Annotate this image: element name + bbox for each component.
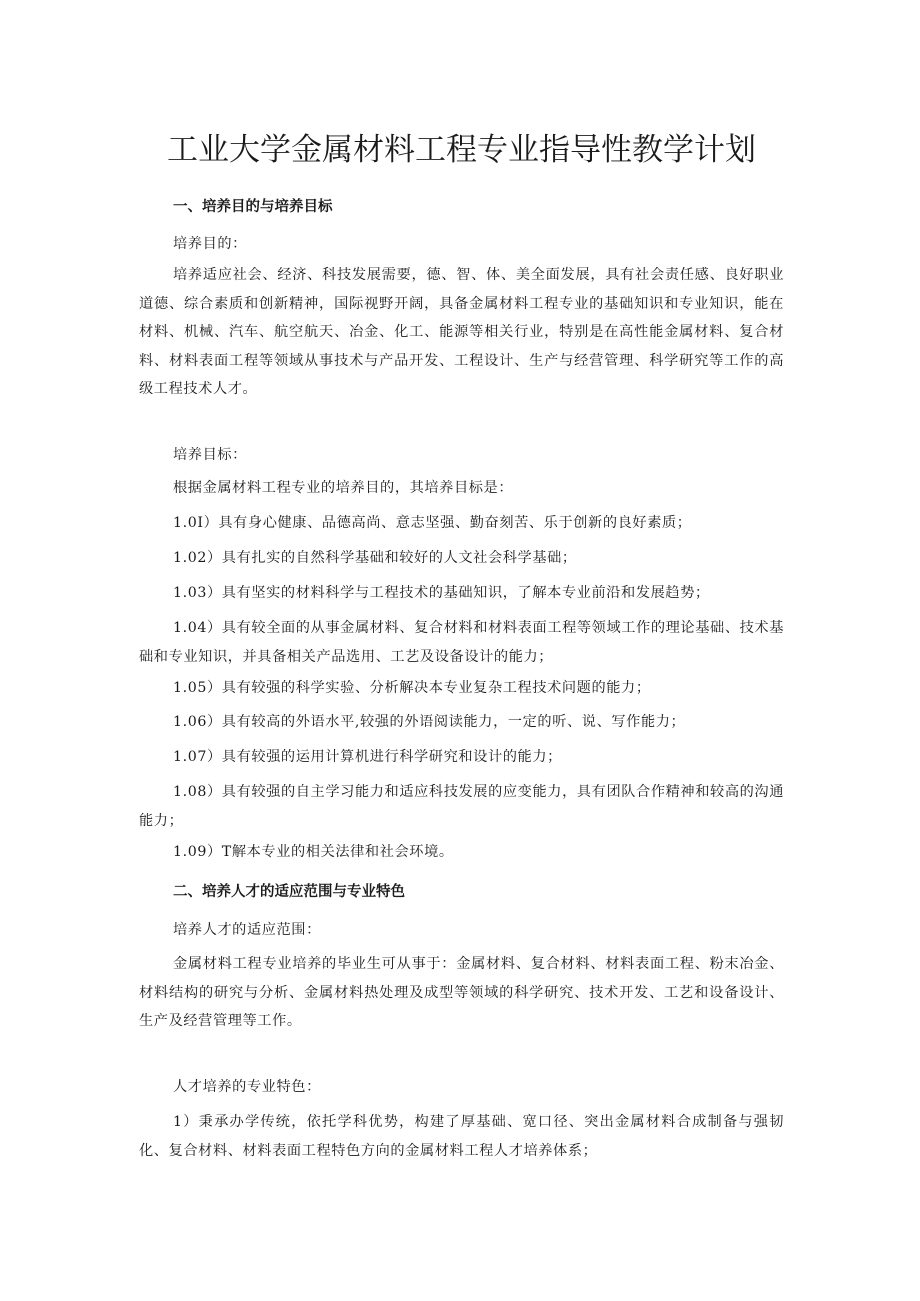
goal-item-4: 1.04）具有较全面的从事金属材料、复合材料和材料表面工程等领域工作的理论基础、技术基础和专业知识，并具备相关产品选用、工艺及设备设计的能力； (139, 620, 784, 665)
document-title: 工业大学金属材料工程专业指导性教学计划 (167, 132, 756, 168)
purpose-label: 培养目的： (173, 236, 247, 252)
feature-item-1: 1）秉承办学传统，依托学科优势，构建了厚基础、宽口径、突出金属材料合成制备与强韧化、复合材料、材料表面工程特色方向的金属材料工程人才培养体系； (139, 1114, 784, 1159)
goal-item-8: 1.08）具有较强的自主学习能力和适应科技发展的应变能力，具有团队合作精神和较高的沟通能力； (139, 784, 784, 829)
goal-item-1: 1.0I）具有身心健康、品德高尚、意志坚强、勤奋刻苦、乐于创新的良好素质； (173, 515, 692, 531)
goal-item-9: 1.09）T解本专业的相关法律和社会环境。 (173, 844, 454, 860)
purpose-paragraph: 培养适应社会、经济、科技发展需要，德、智、体、美全面发展，具有社会责任感、良好职业道德、综合素质和创新精神，国际视野开阔，具备金属材料工程专业的基础知识和专业知识，能在材料、机械、汽车、航空航天、冶金、化工、能源等相关行业，特别是在高性能金属材料、复合材料、材料表面工程等领域从事技术与产品开发、工程设计、生产与经营管理、科学研究等工作的高级工程技术人才。 (139, 267, 784, 397)
section-1-heading: 一、培养目的与培养目标 (173, 199, 333, 215)
section-2-heading: 二、培养人才的适应范围与专业特色 (173, 884, 405, 900)
goals-label: 培养目标： (173, 447, 247, 463)
scope-paragraph: 金属材料工程专业培养的毕业生可从事于：金属材料、复合材料、材料表面工程、粉末冶金、材料结构的研究与分析、金属材料热处理及成型等领域的科学研究、技术开发、工艺和设备设计、生产及经营管理等工作。 (139, 956, 784, 1029)
scope-label: 培养人才的适应范围： (173, 922, 321, 938)
goal-item-3: 1.03）具有坚实的材料科学与工程技术的基础知识，了解本专业前沿和发展趋势； (173, 585, 710, 601)
goal-item-2: 1.02）具有扎实的自然科学基础和较好的人文社会科学基础； (173, 550, 577, 566)
goal-item-7: 1.07）具有较强的运用计算机进行科学研究和设计的能力； (173, 749, 562, 765)
goal-item-5: 1.05）具有较强的科学实验、分析解决本专业复杂工程技术问题的能力； (173, 680, 651, 696)
goals-intro: 根据金属材料工程专业的培养目的，其培养目标是： (173, 480, 514, 496)
goal-item-6: 1.06）具有较高的外语水平,较强的外语阅读能力，一定的听、说、写作能力； (173, 714, 686, 730)
features-label: 人才培养的专业特色： (173, 1079, 321, 1095)
